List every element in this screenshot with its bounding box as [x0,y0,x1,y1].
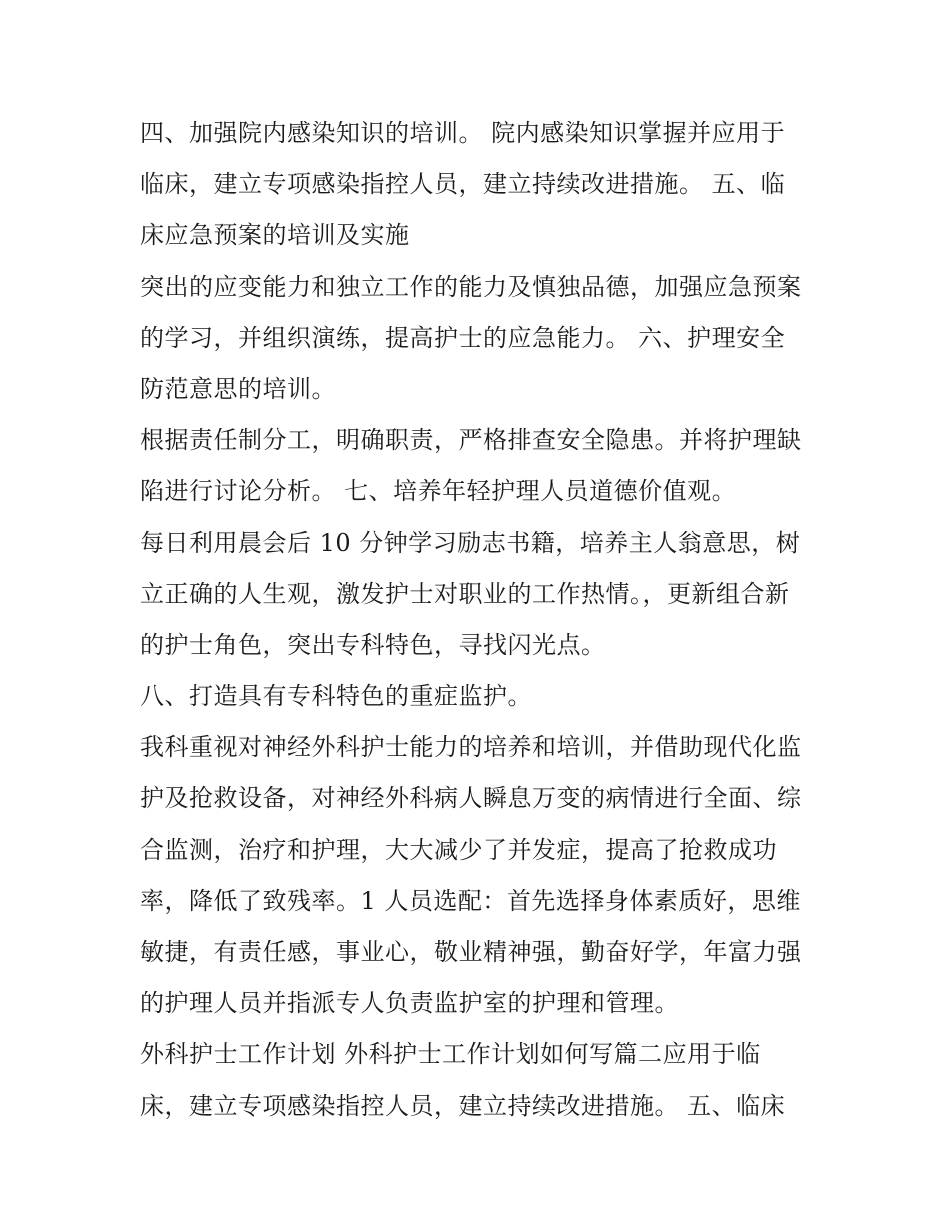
text-line: 防范意思的培训。 [140,374,336,403]
text-line: 敏捷，有责任感，事业心，敬业精神强，勤奋好学，年富力强 [140,938,802,966]
text-line: 的护士角色，突出专科特色，寻找闪光点。 [140,630,606,659]
text-line: 合监测，治疗和护理，大大减少了并发症，提高了抢救成功 [140,835,777,864]
text-line: 突出的应变能力和独立工作的能力及慎独品德，加强应急预案 [140,272,802,301]
text-line: 陷进行讨论分析。 七、培养年轻护理人员道德价值观。 [140,477,737,506]
text-line: 每日利用晨会后 10 分钟学习励志书籍，培养主人翁意思，树 [140,528,801,557]
text-line: 的学习，并组织演练，提高护士的应急能力。 六、护理安全 [140,323,786,352]
text-line: 根据责任制分工，明确职责，严格排查安全隐患。并将护理缺 [140,426,802,455]
text-line: 临床，建立专项感染指控人员，建立持续改进措施。 五、临 [140,170,786,199]
text-line: 的护理人员并指派专人负责监护室的护理和管理。 [140,989,679,1018]
text-line: 外科护士工作计划 外科护士工作计划如何写篇二应用于临 [140,1040,761,1069]
text-line: 床，建立专项感染指控人员，建立持续改进措施。 五、临床 [140,1091,786,1120]
text-line: 护及抢救设备，对神经外科病人瞬息万变的病情进行全面、综 [140,784,802,813]
section-heading: 八、打造具有专科特色的重症监护。 [140,682,532,711]
text-line: 床应急预案的培训及实施 [140,221,410,250]
text-line: 四、加强院内感染知识的培训。 院内感染知识掌握并应用于 [140,119,786,147]
text-line: 率，降低了致残率。1 人员选配：首先选择身体素质好，思维 [140,886,801,915]
text-line: 我科重视对神经外科护士能力的培养和培训，并借助现代化监 [140,733,802,762]
text-line: 立正确的人生观，激发护士对职业的工作热情。，更新组合新 [140,579,790,608]
